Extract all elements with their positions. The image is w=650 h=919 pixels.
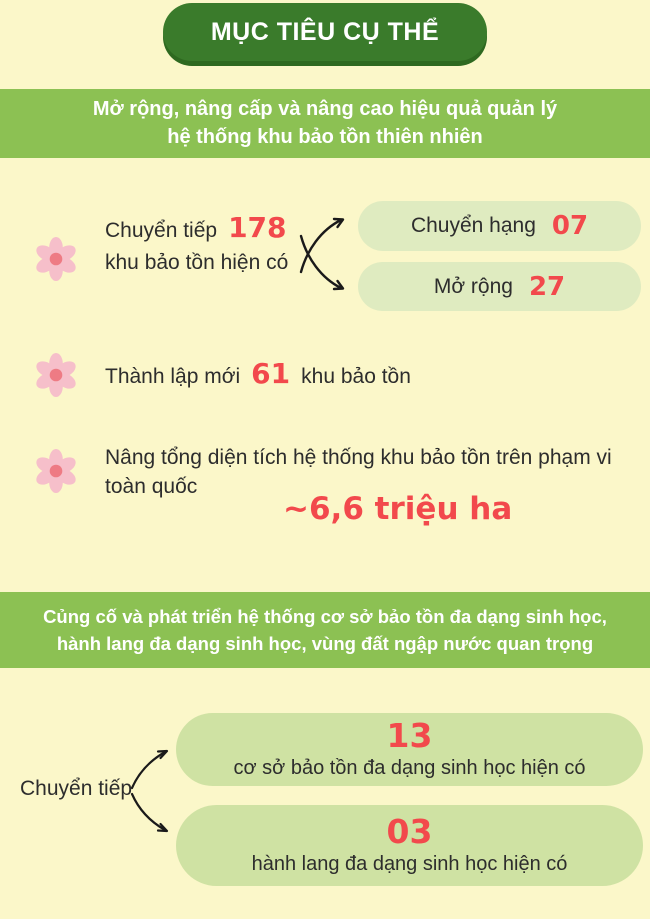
goal-transition-value: 178 — [228, 211, 287, 244]
section2-transition-label: Chuyển tiếp — [20, 777, 133, 800]
goal-total-area-value: ~6,6 triệu ha — [283, 491, 513, 527]
branch-reclassify-label: Chuyển hạng — [410, 214, 536, 237]
branch-expand-label: Mở rộng — [433, 274, 513, 298]
branch-pill-conservation-facilities — [176, 713, 643, 786]
section1-banner-line1: Mở rộng, nâng cấp và nâng cao hiệu quả quản lý — [92, 98, 558, 120]
goal-transition-existing — [105, 211, 289, 276]
goal-transition-suffix: khu bảo tồn hiện có — [105, 251, 289, 274]
branch-reclassify-value: 07 — [551, 211, 589, 241]
section2-banner — [0, 592, 650, 668]
conservation-facilities-value: 13 — [386, 716, 433, 755]
page-title: MỤC TIÊU CỤ THỂ — [210, 17, 440, 46]
branch-pill-reclassify — [358, 201, 641, 251]
branch-pill-biodiversity-corridors — [176, 805, 643, 886]
branch-arrows-icon — [129, 742, 175, 840]
branch-arrows-icon — [297, 210, 352, 298]
goal-total-area-line1: Nâng tổng diện tích hệ thống khu bảo tồn trên phạm vi — [105, 446, 612, 469]
branch-pill-expand — [358, 262, 641, 311]
goal-new-reserves-suffix: khu bảo tồn — [301, 365, 411, 388]
goal-new-reserves-value: 61 — [251, 357, 291, 390]
section2-banner-line2: hành lang đa dạng sinh học, vùng đất ngập nước quan trọng — [56, 632, 594, 654]
flower-icon — [33, 352, 79, 398]
flower-icon — [33, 236, 79, 282]
title-pill — [163, 3, 487, 61]
goal-transition-label: Chuyển tiếp — [105, 219, 218, 242]
goal-total-area-line2: toàn quốc — [105, 475, 198, 498]
section1-banner-line2: hệ thống khu bảo tồn thiên nhiên — [167, 126, 483, 148]
conservation-facilities-label: cơ sở bảo tồn đa dạng sinh học hiện có — [233, 757, 586, 779]
biodiversity-corridors-label: hành lang đa dạng sinh học hiện có — [251, 853, 568, 875]
section1-banner — [0, 89, 650, 158]
section2-banner-line1: Củng cố và phát triển hệ thống cơ sở bảo tồn đa dạng sinh học, — [43, 605, 607, 627]
flower-icon — [33, 448, 79, 494]
goal-new-reserves-prefix: Thành lập mới — [105, 365, 241, 388]
branch-expand-value: 27 — [528, 271, 566, 302]
goal-new-reserves — [105, 357, 411, 398]
biodiversity-corridors-value: 03 — [386, 812, 433, 851]
